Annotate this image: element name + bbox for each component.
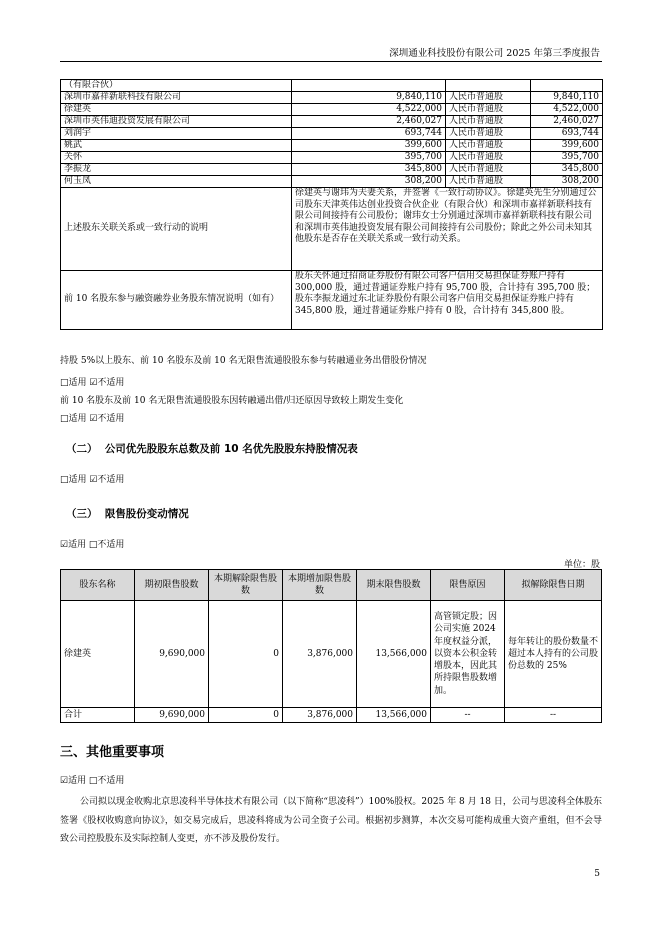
section2-title: 公司优先股股东总数及前 10 名优先股股东持股情况表	[104, 443, 358, 455]
total-released: 0	[209, 708, 283, 723]
holder-name: 姚武	[61, 140, 292, 152]
total-added: 3,876,000	[283, 708, 357, 723]
section-other-option: ☑适用 □不适用	[60, 776, 125, 786]
total-start: 9,690,000	[135, 708, 209, 723]
section2-option: □适用 ☑不适用	[60, 475, 125, 485]
col-added: 本期增加限售股数	[283, 570, 357, 601]
released-shares: 0	[209, 601, 283, 708]
restricted-row	[61, 601, 602, 708]
holder-shares: 345,800	[292, 164, 446, 176]
change-option: □适用 ☑不适用	[60, 414, 125, 424]
holder-count: 2,460,027	[531, 116, 603, 128]
section-other-title: 三、其他重要事项	[60, 745, 165, 760]
total-end: 13,566,000	[357, 708, 431, 723]
restriction-reason: 高管锁定股；因公司实施 2024 年度权益分派，以资本公积金转增股本，因此其所持限售股数增加。	[431, 601, 505, 708]
holder-type: 人民币普通股	[446, 164, 531, 176]
holder-count: 399,600	[531, 140, 603, 152]
holder-type: 人民币普通股	[446, 176, 531, 188]
holder-type: 人民币普通股	[446, 116, 531, 128]
margin-label: 前 10 名股东参与融资融券业务股东情况说明（如有）	[61, 271, 292, 330]
holder-count	[531, 80, 603, 92]
page-header: 深圳通业科技股份有限公司 2025 年第三季度报告	[389, 48, 600, 59]
release-date: 每年转让的股份数量不超过本人持有的公司股份总数的 25%	[505, 601, 602, 708]
holder-name: （有限合伙）	[61, 80, 292, 92]
holder-shares: 308,200	[292, 176, 446, 188]
restricted-header-row	[61, 570, 602, 601]
total-date: --	[505, 708, 602, 723]
holder-shares: 395,700	[292, 152, 446, 164]
holder-shares	[292, 80, 446, 92]
added-shares: 3,876,000	[283, 601, 357, 708]
change-note: 前 10 名股东及前 10 名无限售流通股股东因转融通出借/归还原因导致较上期发生变化	[60, 396, 404, 406]
holder-shares: 2,460,027	[292, 116, 446, 128]
holder-count: 308,200	[531, 176, 603, 188]
holder-shares: 693,744	[292, 128, 446, 140]
holder-row	[61, 104, 603, 116]
holder-count: 345,800	[531, 164, 603, 176]
holder-name: 深圳市英伟迪投资发展有限公司	[61, 116, 292, 128]
holder-shares: 4,522,000	[292, 104, 446, 116]
holder-row	[61, 92, 603, 104]
holder-name: 徐建英	[61, 601, 135, 708]
holder-count: 395,700	[531, 152, 603, 164]
end-shares: 13,566,000	[357, 601, 431, 708]
col-reason: 限售原因	[431, 570, 505, 601]
holder-name: 何玉凤	[61, 176, 292, 188]
unit-label: 单位：股	[563, 560, 600, 570]
holder-shares: 9,840,110	[292, 92, 446, 104]
relation-text: 徐建英与谢玮为夫妻关系，并签署《一致行动协议》。徐建英先生分别通过公司股东天津英伟达创业投资合伙企业（有限合伙）和深圳市嘉祥新联科技有限公司间接持有公司股份；谢玮女士分别通过深圳市嘉祥新联科技有限公司和深圳市英伟迪投资发展有限公司间接持有公司股份；除此之外公司未知其他股东是否存在关联关系或一致行动关系。	[292, 188, 603, 271]
holder-count: 9,840,110	[531, 92, 603, 104]
col-holder-name: 股东名称	[61, 570, 135, 601]
restricted-total-row	[61, 708, 602, 723]
relation-label: 上述股东关联关系或一致行动的说明	[61, 188, 292, 271]
holder-name: 刘润宇	[61, 128, 292, 140]
header-rule	[60, 61, 602, 62]
page-number: 5	[594, 869, 600, 879]
col-start: 期初限售股数	[135, 570, 209, 601]
holder-name: 深圳市嘉祥新联科技有限公司	[61, 92, 292, 104]
col-end: 期末限售股数	[357, 570, 431, 601]
holder-row	[61, 128, 603, 140]
start-shares: 9,690,000	[135, 601, 209, 708]
acquisition-paragraph: 公司拟以现金收购北京思凌科半导体技术有限公司（以下简称“思凌科”）100%股权。2025 年 8 月 18 日，公司与思凌科全体股东签署《股权收购意向协议》，如交易完成后，思凌科将成为公司全资子公司。根据初步测算，本次交易可能构成重大资产重组，但不会导致公司控股股东及实际控制人变更，亦不涉及股份发行。	[60, 797, 602, 844]
holder-type: 人民币普通股	[446, 92, 531, 104]
lending-option: □适用 ☑不适用	[60, 378, 125, 388]
holder-shares: 399,600	[292, 140, 446, 152]
col-release-date: 拟解除限售日期	[505, 570, 602, 601]
holder-row	[61, 176, 603, 188]
holder-name: 徐建英	[61, 104, 292, 116]
section3-option: ☑适用 □不适用	[60, 540, 125, 550]
total-reason: --	[431, 708, 505, 723]
holder-type: 人民币普通股	[446, 128, 531, 140]
holder-row	[61, 140, 603, 152]
section3-title: 限售股份变动情况	[104, 508, 189, 520]
holder-type	[446, 80, 531, 92]
margin-text: 股东关怀通过招商证券股份有限公司客户信用交易担保证券账户持有 300,000 股，通过普通证券账户持有 95,700 股，合计持有 395,700 股；股东李振龙通过东北证券股份有限公司客户信用交易担保证券账户持有 345,800 股，通过普通证券账户持有 0 股，合计持有 345,800 股。	[292, 271, 603, 330]
restricted-shares-table	[60, 569, 602, 723]
holder-name: 关怀	[61, 152, 292, 164]
total-label: 合计	[61, 708, 135, 723]
holder-type: 人民币普通股	[446, 152, 531, 164]
holder-count: 4,522,000	[531, 104, 603, 116]
holder-row	[61, 116, 603, 128]
section2-heading	[66, 441, 358, 456]
holder-row	[61, 164, 603, 176]
section3-heading	[66, 506, 189, 521]
holder-row	[61, 80, 603, 92]
section2-num: （二）	[66, 443, 98, 455]
holder-name: 李振龙	[61, 164, 292, 176]
top-holders-table	[60, 79, 603, 330]
col-released: 本期解除限售股数	[209, 570, 283, 601]
margin-row	[61, 271, 603, 330]
relation-row	[61, 188, 603, 271]
holder-row	[61, 152, 603, 164]
holder-count: 693,744	[531, 128, 603, 140]
lending-note: 持股 5%以上股东、前 10 名股东及前 10 名无限售流通股股东参与转融通业务出借股份情况	[60, 356, 427, 366]
holder-type: 人民币普通股	[446, 140, 531, 152]
section3-num: （三）	[66, 508, 98, 520]
holder-type: 人民币普通股	[446, 104, 531, 116]
